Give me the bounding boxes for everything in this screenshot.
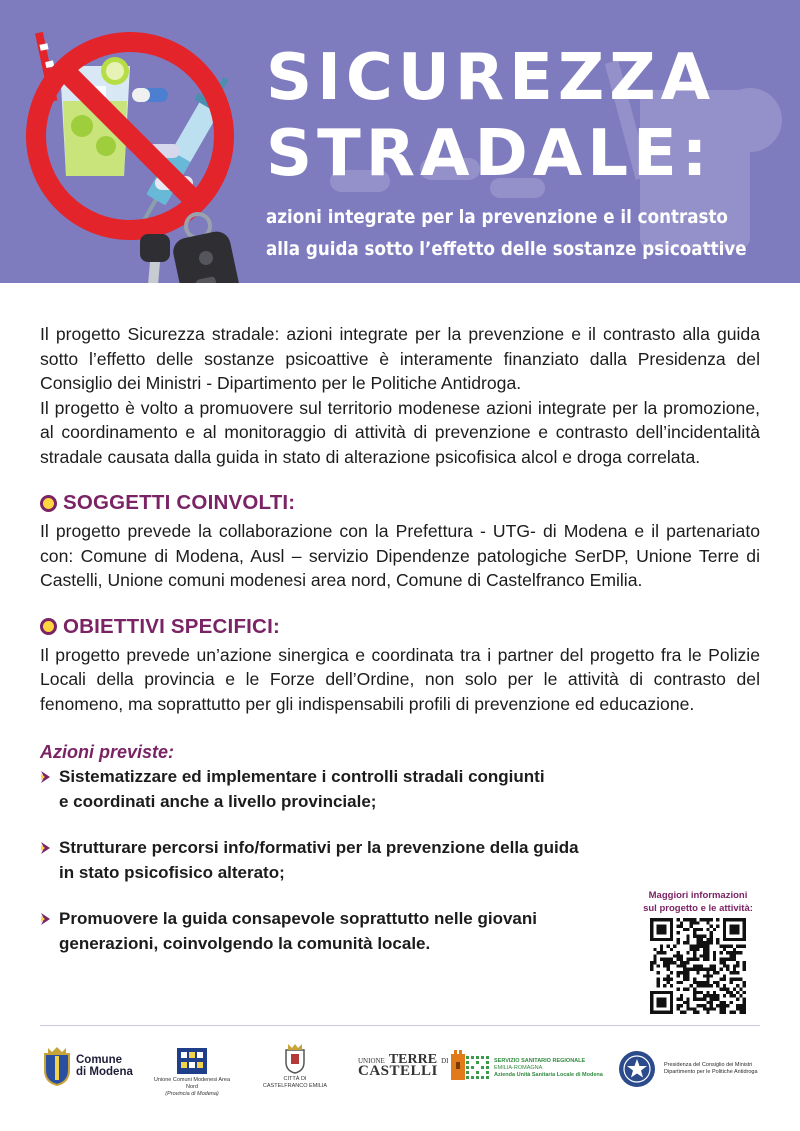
- azioni-title: Azioni previste:: [40, 742, 175, 762]
- subtitle-line-1: azioni integrate per la prevenzione e il contrasto: [266, 206, 728, 228]
- action-2-line-2: in stato psicofisico alterato;: [59, 862, 285, 882]
- main-content: [40, 322, 760, 956]
- subtitle-line-2: alla guida sotto l’effetto delle sostanze psicoattive: [266, 238, 747, 260]
- soggetti-title: SOGGETTI COINVOLTI:: [63, 491, 296, 514]
- bullet-dot-icon: [40, 618, 57, 635]
- ssr-line-3: Azienda Unità Sanitaria Locale di Modena: [494, 1071, 603, 1078]
- logo-terre-di-castelli: [358, 1050, 466, 1080]
- logo-unione-area-nord: [152, 1048, 232, 1098]
- qr-caption-line-2: sul progetto e le attività:: [643, 903, 753, 914]
- ssr-line-2: EMILIA-ROMAGNA: [494, 1064, 543, 1071]
- logo-castelfranco: [260, 1044, 330, 1090]
- title-line-2: STRADALE:: [266, 117, 713, 191]
- action-item: [40, 836, 760, 885]
- logo-comune-modena: [42, 1046, 133, 1086]
- action-3-line-2: generazioni, coinvolgendo la comunità locale.: [59, 933, 431, 953]
- presidenza-line-2: Dipartimento per le Politiche Antidroga: [664, 1069, 758, 1075]
- action-3-line-1: Promuovere la guida consapevole soprattutto nelle giovani: [59, 909, 537, 928]
- qr-caption: [628, 889, 768, 915]
- terre-line-2: TERRE: [388, 1052, 438, 1067]
- action-1-line-2: e coordinati anche a livello provinciale;: [59, 791, 377, 811]
- italian-republic-emblem-icon: [614, 1050, 660, 1088]
- obiettivi-title: OBIETTIVI SPECIFICI:: [63, 614, 280, 638]
- logo-presidenza-consiglio: [614, 1050, 758, 1088]
- modena-crest-icon: [42, 1046, 72, 1086]
- footer-divider: [40, 1025, 760, 1026]
- modena-line-1: Comune: [76, 1054, 122, 1066]
- ssr-dots-icon: [466, 1056, 490, 1080]
- title-line-1: SICUREZZA: [266, 41, 716, 115]
- intro-paragraph-1: Il progetto Sicurezza stradale: azioni integrate per la prevenzione e il contrasto alla guida sotto l’effetto delle sostanze psicoattive è interamente finanziato dalla Presidenza del Consiglio dei Ministri - Dipartimento per le Politiche Antidroga.: [40, 324, 760, 393]
- unione-nord-emblem-icon: [177, 1048, 207, 1074]
- terre-line-1: UNIONE: [358, 1057, 385, 1065]
- action-1-line-1: Sistematizzare ed implementare i controlli stradali congiunti: [59, 767, 545, 786]
- obiettivi-heading: [40, 615, 760, 639]
- partner-logos: [40, 1044, 770, 1100]
- page-subtitle: [266, 201, 747, 265]
- ssr-line-1: SERVIZIO SANITARIO REGIONALE: [494, 1057, 586, 1064]
- presidenza-line-1: Presidenza del Consiglio dei Ministri: [664, 1062, 753, 1068]
- unione-nord-line-2: (Provincia di Modena): [165, 1091, 219, 1097]
- soggetti-text: Il progetto prevede la collaborazione con la Prefettura - UTG- di Modena e il partenariato con: Comune di Modena, Ausl – servizio Dipendenze patologiche SerDP, Unione Terre di Castelli, Unione comuni modenesi area nord, Comune di Castelfranco Emilia.: [40, 521, 760, 590]
- qr-code-icon[interactable]: [650, 918, 746, 1014]
- castle-tower-icon: [450, 1050, 466, 1080]
- action-2-line-1: Strutturare percorsi info/formativi per la prevenzione della guida: [59, 838, 579, 857]
- modena-line-2: di Modena: [76, 1066, 133, 1078]
- bullet-chevron-icon: [40, 842, 50, 854]
- castelfranco-line-1: CITTÀ DI: [283, 1076, 307, 1082]
- soggetti-heading: [40, 491, 760, 515]
- unione-nord-line-1: Unione Comuni Modenesi Area Nord: [153, 1077, 231, 1090]
- action-item: [40, 765, 760, 814]
- intro-paragraph-2: Il progetto è volto a promuovere sul territorio modenese azioni integrate per la promozione, al coordinamento e al monitoraggio di attività di prevenzione e contrasto dell’incidentalità stradale causata dalla guida in stato di alterazione psicofisica alcol e droga correlata.: [40, 397, 760, 467]
- castelfranco-crest-icon: [284, 1044, 306, 1074]
- ban-sign-illustration: [20, 26, 260, 283]
- logo-ssr-emilia-romagna: [466, 1056, 603, 1080]
- terre-line-4: CASTELLI: [358, 1063, 438, 1079]
- obiettivi-text: Il progetto prevede un’azione sinergica e coordinata tra i partner del progetto fra le Polizie Locali della provincia e le Forze dell’Ordine, non solo per le attività di contrasto del fenomeno, ma soprattutto per gli indispensabili profili di prevenzione ed educazione.: [40, 644, 760, 714]
- bullet-chevron-icon: [40, 771, 50, 783]
- castelfranco-line-2: CASTELFRANCO EMILIA: [262, 1083, 328, 1089]
- bullet-dot-icon: [40, 495, 57, 512]
- header-banner: [0, 0, 800, 283]
- qr-caption-line-1: Maggiori informazioni: [648, 890, 748, 901]
- page-title: [266, 40, 786, 192]
- terre-line-3: DI: [441, 1057, 449, 1065]
- bullet-chevron-icon: [40, 913, 50, 925]
